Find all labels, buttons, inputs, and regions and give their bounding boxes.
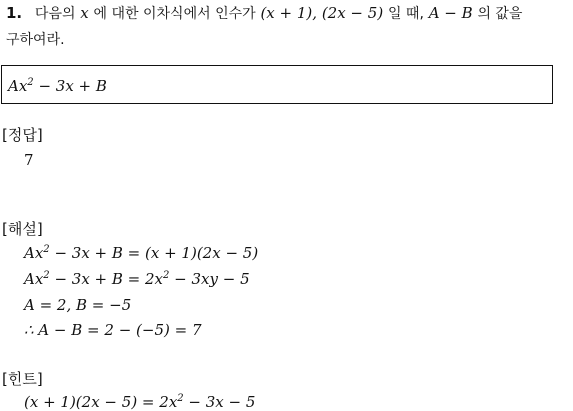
question-suffix: 의 값을 [477, 6, 523, 22]
boxed-expression [8, 77, 107, 95]
step-1-exponent: 2 [43, 244, 50, 255]
step-1-post: − 3x + B = (x + 1)(2x − 5) [49, 244, 259, 262]
boxed-expression-exponent: 2 [27, 77, 34, 88]
answer-value: 7 [24, 151, 34, 169]
explanation-label: [해설] [2, 220, 43, 238]
question-number: 1. [6, 4, 23, 22]
expression-box [1, 65, 553, 104]
explanation-step-2 [24, 270, 250, 288]
hint-label: [힌트] [2, 370, 43, 388]
step-2-exponent-2: 2 [163, 270, 170, 281]
step-2-exponent: 2 [43, 270, 50, 281]
step-1-pre: Ax [24, 244, 44, 262]
question-mid: 에 대한 이차식에서 인수가 [93, 6, 256, 22]
question-when: 일 때, [387, 6, 424, 22]
question-factor-2: (2x − 5) [321, 4, 384, 22]
hint-line-pre: (x + 1)(2x − 5) = 2x [24, 393, 178, 411]
question-target: A − B [428, 4, 473, 22]
question-line-1 [6, 4, 522, 23]
boxed-expression-post: − 3x + B [33, 77, 107, 95]
question-line-2 [6, 30, 65, 49]
boxed-expression-pre: Ax [8, 77, 28, 95]
explanation-step-3: A = 2, B = −5 [24, 296, 132, 314]
question-variable: x [80, 4, 89, 22]
question-line-2-text: 구하여라. [6, 32, 65, 48]
answer-label: [정답] [2, 126, 43, 144]
hint-line-post: − 3x − 5 [183, 393, 256, 411]
step-2-post: − 3xy − 5 [169, 270, 250, 288]
explanation-step-1 [24, 244, 258, 262]
question-prefix: 다음의 [34, 6, 76, 22]
hint-line [24, 393, 255, 411]
question-factor-1: (x + 1), [260, 4, 318, 22]
step-2-pre: Ax [24, 270, 44, 288]
explanation-step-4: ∴ A − B = 2 − (−5) = 7 [24, 321, 202, 339]
hint-line-exponent: 2 [177, 393, 184, 404]
step-2-mid: − 3x + B = 2x [49, 270, 164, 288]
